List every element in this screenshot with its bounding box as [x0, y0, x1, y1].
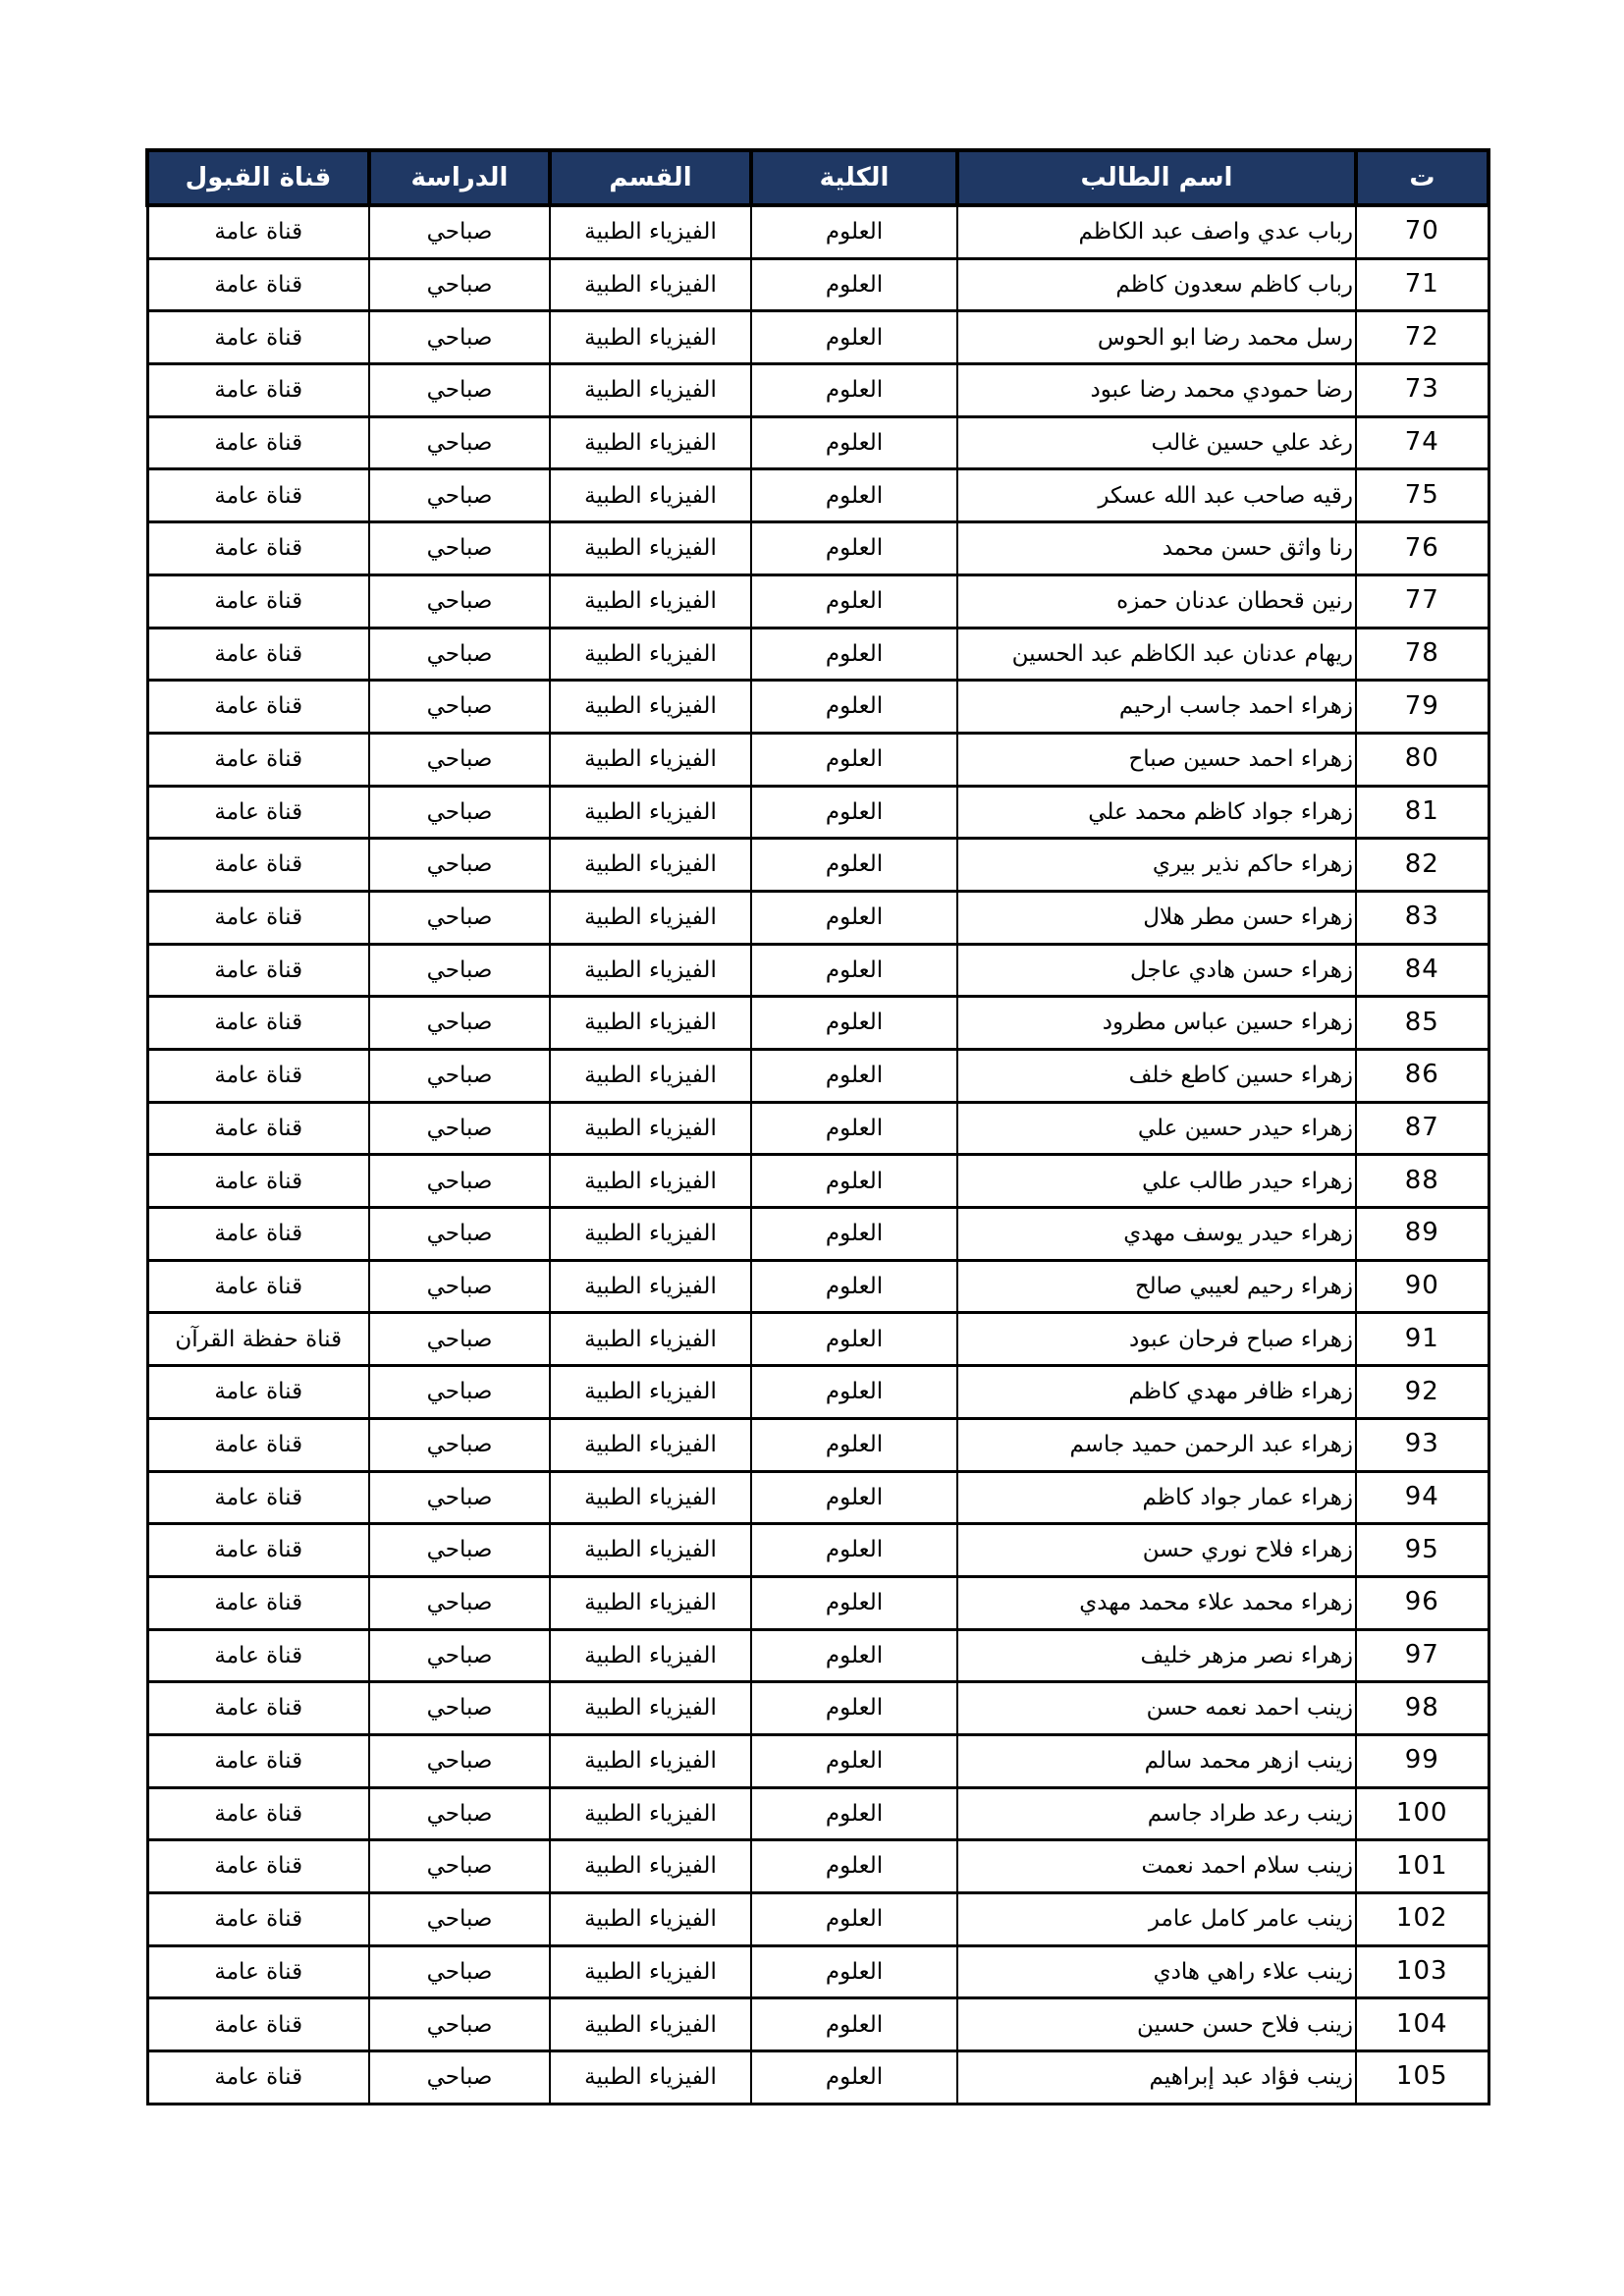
study-cell: صباحي — [369, 1893, 550, 1946]
table-row — [147, 733, 1489, 786]
table-row — [147, 258, 1489, 311]
college-cell: العلوم — [751, 1840, 957, 1893]
student-table-body — [147, 205, 1489, 2104]
department-cell: الفيزياء الطبية — [550, 205, 751, 258]
study-cell: صباحي — [369, 522, 550, 575]
study-cell: صباحي — [369, 1471, 550, 1524]
table-row — [147, 1260, 1489, 1313]
table-row — [147, 1366, 1489, 1419]
department-cell: الفيزياء الطبية — [550, 839, 751, 892]
serial-cell: 102 — [1356, 1893, 1489, 1946]
serial-cell: 80 — [1356, 733, 1489, 786]
serial-cell: 89 — [1356, 1208, 1489, 1261]
header-serial: ت — [1356, 150, 1489, 205]
serial-cell: 79 — [1356, 681, 1489, 734]
serial-cell: 70 — [1356, 205, 1489, 258]
study-cell: صباحي — [369, 681, 550, 734]
admission-channel-cell: قناة عامة — [147, 1102, 369, 1155]
department-cell: الفيزياء الطبية — [550, 2051, 751, 2105]
table-row — [147, 205, 1489, 258]
serial-cell: 76 — [1356, 522, 1489, 575]
student-name-cell: زينب علاء راهي هادي — [957, 1945, 1356, 1998]
department-cell: الفيزياء الطبية — [550, 1050, 751, 1103]
student-name-cell: رسل محمد رضا ابو الحوس — [957, 311, 1356, 364]
table-row — [147, 839, 1489, 892]
admission-channel-cell: قناة حفظة القرآن — [147, 1313, 369, 1366]
department-cell: الفيزياء الطبية — [550, 258, 751, 311]
student-name-cell: زينب فؤاد عبد إبراهيم — [957, 2051, 1356, 2105]
serial-cell: 82 — [1356, 839, 1489, 892]
admission-channel-cell: قناة عامة — [147, 2051, 369, 2105]
admission-channel-cell: قناة عامة — [147, 1840, 369, 1893]
student-name-cell: رباب كاظم سعدون كاظم — [957, 258, 1356, 311]
student-name-cell: رغد علي حسين غالب — [957, 416, 1356, 469]
admission-channel-cell: قناة عامة — [147, 1682, 369, 1735]
admission-channel-cell: قناة عامة — [147, 1998, 369, 2051]
admission-channel-cell: قناة عامة — [147, 1734, 369, 1787]
college-cell: العلوم — [751, 1524, 957, 1577]
admission-channel-cell: قناة عامة — [147, 1629, 369, 1682]
college-cell: العلوم — [751, 574, 957, 628]
student-name-cell: زهراء نصر مزهر خليف — [957, 1629, 1356, 1682]
department-cell: الفيزياء الطبية — [550, 1893, 751, 1946]
student-name-cell: زهراء حسن هادي عاجل — [957, 944, 1356, 997]
study-cell: صباحي — [369, 1313, 550, 1366]
student-name-cell: زهراء عبد الرحمن حميد جاسم — [957, 1418, 1356, 1471]
serial-cell: 104 — [1356, 1998, 1489, 2051]
admission-channel-cell: قناة عامة — [147, 1260, 369, 1313]
department-cell: الفيزياء الطبية — [550, 786, 751, 839]
students-table — [145, 148, 1490, 2105]
college-cell: العلوم — [751, 1682, 957, 1735]
study-cell: صباحي — [369, 1576, 550, 1629]
study-cell: صباحي — [369, 574, 550, 628]
serial-cell: 83 — [1356, 891, 1489, 944]
student-name-cell: زهراء حيدر حسين علي — [957, 1102, 1356, 1155]
table-row — [147, 1840, 1489, 1893]
study-cell: صباحي — [369, 469, 550, 522]
table-row — [147, 416, 1489, 469]
department-cell: الفيزياء الطبية — [550, 944, 751, 997]
student-name-cell: زهراء ظافر مهدي كاظم — [957, 1366, 1356, 1419]
admission-channel-cell: قناة عامة — [147, 416, 369, 469]
table-row — [147, 997, 1489, 1050]
study-cell: صباحي — [369, 839, 550, 892]
table-row — [147, 574, 1489, 628]
college-cell: العلوم — [751, 205, 957, 258]
study-cell: صباحي — [369, 416, 550, 469]
serial-cell: 96 — [1356, 1576, 1489, 1629]
department-cell: الفيزياء الطبية — [550, 1787, 751, 1840]
student-name-cell: زينب فلاح حسن حسين — [957, 1998, 1356, 2051]
college-cell: العلوم — [751, 1313, 957, 1366]
serial-cell: 103 — [1356, 1945, 1489, 1998]
admission-channel-cell: قناة عامة — [147, 1576, 369, 1629]
table-row — [147, 1734, 1489, 1787]
department-cell: الفيزياء الطبية — [550, 1366, 751, 1419]
admission-channel-cell: قناة عامة — [147, 258, 369, 311]
table-row — [147, 522, 1489, 575]
study-cell: صباحي — [369, 1787, 550, 1840]
college-cell: العلوم — [751, 681, 957, 734]
college-cell: العلوم — [751, 1893, 957, 1946]
department-cell: الفيزياء الطبية — [550, 681, 751, 734]
student-name-cell: زهراء احمد حسين صباح — [957, 733, 1356, 786]
student-name-cell: زهراء حسن مطر هلال — [957, 891, 1356, 944]
table-row — [147, 364, 1489, 417]
admission-channel-cell: قناة عامة — [147, 786, 369, 839]
serial-cell: 105 — [1356, 2051, 1489, 2105]
college-cell: العلوم — [751, 1998, 957, 2051]
student-name-cell: زهراء عمار جواد كاظم — [957, 1471, 1356, 1524]
college-cell: العلوم — [751, 364, 957, 417]
student-name-cell: زهراء حيدر طالب علي — [957, 1155, 1356, 1208]
serial-cell: 81 — [1356, 786, 1489, 839]
study-cell: صباحي — [369, 786, 550, 839]
department-cell: الفيزياء الطبية — [550, 1260, 751, 1313]
table-row — [147, 786, 1489, 839]
admission-channel-cell: قناة عامة — [147, 1787, 369, 1840]
student-name-cell: رقيه صاحب عبد الله عسكر — [957, 469, 1356, 522]
study-cell: صباحي — [369, 1418, 550, 1471]
serial-cell: 72 — [1356, 311, 1489, 364]
serial-cell: 101 — [1356, 1840, 1489, 1893]
study-cell: صباحي — [369, 1682, 550, 1735]
study-cell: صباحي — [369, 733, 550, 786]
college-cell: العلوم — [751, 1155, 957, 1208]
admission-channel-cell: قناة عامة — [147, 1524, 369, 1577]
table-row — [147, 1418, 1489, 1471]
student-name-cell: زهراء محمد علاء محمد مهدي — [957, 1576, 1356, 1629]
student-name-cell: رضا حمودي محمد رضا عبود — [957, 364, 1356, 417]
department-cell: الفيزياء الطبية — [550, 574, 751, 628]
college-cell: العلوم — [751, 839, 957, 892]
department-cell: الفيزياء الطبية — [550, 1840, 751, 1893]
student-name-cell: زهراء حيدر يوسف مهدي — [957, 1208, 1356, 1261]
college-cell: العلوم — [751, 258, 957, 311]
admission-channel-cell: قناة عامة — [147, 1366, 369, 1419]
study-cell: صباحي — [369, 1050, 550, 1103]
table-row — [147, 1102, 1489, 1155]
student-name-cell: رباب عدي واصف عبد الكاظم — [957, 205, 1356, 258]
college-cell: العلوم — [751, 416, 957, 469]
serial-cell: 95 — [1356, 1524, 1489, 1577]
admission-channel-cell: قناة عامة — [147, 574, 369, 628]
department-cell: الفيزياء الطبية — [550, 628, 751, 681]
serial-cell: 92 — [1356, 1366, 1489, 1419]
admission-channel-cell: قناة عامة — [147, 1945, 369, 1998]
table-row — [147, 1208, 1489, 1261]
header-admission-channel: قناة القبول — [147, 150, 369, 205]
study-cell: صباحي — [369, 891, 550, 944]
table-row — [147, 1576, 1489, 1629]
serial-cell: 84 — [1356, 944, 1489, 997]
study-cell: صباحي — [369, 997, 550, 1050]
table-row — [147, 1998, 1489, 2051]
study-cell: صباحي — [369, 1998, 550, 2051]
student-name-cell: زينب احمد نعمه حسن — [957, 1682, 1356, 1735]
admission-channel-cell: قناة عامة — [147, 1050, 369, 1103]
serial-cell: 85 — [1356, 997, 1489, 1050]
student-name-cell: زهراء جواد كاظم محمد علي — [957, 786, 1356, 839]
admission-channel-cell: قناة عامة — [147, 628, 369, 681]
serial-cell: 100 — [1356, 1787, 1489, 1840]
student-name-cell: زهراء رحيم لعيبي صالح — [957, 1260, 1356, 1313]
college-cell: العلوم — [751, 1787, 957, 1840]
college-cell: العلوم — [751, 1102, 957, 1155]
admission-channel-cell: قناة عامة — [147, 1155, 369, 1208]
department-cell: الفيزياء الطبية — [550, 1155, 751, 1208]
table-row — [147, 469, 1489, 522]
study-cell: صباحي — [369, 628, 550, 681]
college-cell: العلوم — [751, 1576, 957, 1629]
table-row — [147, 1155, 1489, 1208]
study-cell: صباحي — [369, 1840, 550, 1893]
study-cell: صباحي — [369, 1734, 550, 1787]
serial-cell: 97 — [1356, 1629, 1489, 1682]
admission-channel-cell: قناة عامة — [147, 522, 369, 575]
student-name-cell: زينب رعد طراد جاسم — [957, 1787, 1356, 1840]
college-cell: العلوم — [751, 1260, 957, 1313]
department-cell: الفيزياء الطبية — [550, 1945, 751, 1998]
admission-channel-cell: قناة عامة — [147, 1208, 369, 1261]
table-row — [147, 1050, 1489, 1103]
study-cell: صباحي — [369, 1366, 550, 1419]
department-cell: الفيزياء الطبية — [550, 997, 751, 1050]
student-name-cell: ريهام عدنان عبد الكاظم عبد الحسين — [957, 628, 1356, 681]
serial-cell: 74 — [1356, 416, 1489, 469]
college-cell: العلوم — [751, 1050, 957, 1103]
department-cell: الفيزياء الطبية — [550, 1418, 751, 1471]
admission-channel-cell: قناة عامة — [147, 205, 369, 258]
department-cell: الفيزياء الطبية — [550, 1524, 751, 1577]
serial-cell: 73 — [1356, 364, 1489, 417]
college-cell: العلوم — [751, 522, 957, 575]
department-cell: الفيزياء الطبية — [550, 1629, 751, 1682]
college-cell: العلوم — [751, 997, 957, 1050]
department-cell: الفيزياء الطبية — [550, 1208, 751, 1261]
serial-cell: 91 — [1356, 1313, 1489, 1366]
department-cell: الفيزياء الطبية — [550, 416, 751, 469]
admission-channel-cell: قناة عامة — [147, 681, 369, 734]
admission-channel-cell: قناة عامة — [147, 311, 369, 364]
student-name-cell: زهراء فلاح نوري حسن — [957, 1524, 1356, 1577]
admission-channel-cell: قناة عامة — [147, 364, 369, 417]
serial-cell: 98 — [1356, 1682, 1489, 1735]
serial-cell: 71 — [1356, 258, 1489, 311]
department-cell: الفيزياء الطبية — [550, 522, 751, 575]
college-cell: العلوم — [751, 1208, 957, 1261]
student-name-cell: زهراء صباح فرحان عبود — [957, 1313, 1356, 1366]
department-cell: الفيزياء الطبية — [550, 733, 751, 786]
study-cell: صباحي — [369, 944, 550, 997]
admission-channel-cell: قناة عامة — [147, 733, 369, 786]
department-cell: الفيزياء الطبية — [550, 1313, 751, 1366]
table-row — [147, 1893, 1489, 1946]
table-row — [147, 2051, 1489, 2105]
department-cell: الفيزياء الطبية — [550, 311, 751, 364]
college-cell: العلوم — [751, 311, 957, 364]
serial-cell: 86 — [1356, 1050, 1489, 1103]
department-cell: الفيزياء الطبية — [550, 469, 751, 522]
study-cell: صباحي — [369, 364, 550, 417]
college-cell: العلوم — [751, 1366, 957, 1419]
student-name-cell: زهراء احمد جاسب ارحيم — [957, 681, 1356, 734]
admission-channel-cell: قناة عامة — [147, 839, 369, 892]
student-name-cell: زينب سلام احمد نعمت — [957, 1840, 1356, 1893]
header-study: الدراسة — [369, 150, 550, 205]
serial-cell: 90 — [1356, 1260, 1489, 1313]
college-cell: العلوم — [751, 469, 957, 522]
serial-cell: 94 — [1356, 1471, 1489, 1524]
department-cell: الفيزياء الطبية — [550, 1998, 751, 2051]
student-name-cell: زينب عامر كامل عامر — [957, 1893, 1356, 1946]
department-cell: الفيزياء الطبية — [550, 1734, 751, 1787]
table-row — [147, 1471, 1489, 1524]
student-name-cell: زهراء حسين عباس مطرود — [957, 997, 1356, 1050]
student-name-cell: زهراء حاكم نذير بيري — [957, 839, 1356, 892]
table-row — [147, 891, 1489, 944]
department-cell: الفيزياء الطبية — [550, 364, 751, 417]
admission-channel-cell: قناة عامة — [147, 891, 369, 944]
table-row — [147, 311, 1489, 364]
college-cell: العلوم — [751, 733, 957, 786]
header-college: الكلية — [751, 150, 957, 205]
admission-channel-cell: قناة عامة — [147, 469, 369, 522]
study-cell: صباحي — [369, 1260, 550, 1313]
study-cell: صباحي — [369, 2051, 550, 2105]
study-cell: صباحي — [369, 205, 550, 258]
college-cell: العلوم — [751, 1734, 957, 1787]
table-row — [147, 1629, 1489, 1682]
student-name-cell: زينب ازهر محمد سالم — [957, 1734, 1356, 1787]
department-cell: الفيزياء الطبية — [550, 1471, 751, 1524]
serial-cell: 88 — [1356, 1155, 1489, 1208]
study-cell: صباحي — [369, 1629, 550, 1682]
admission-channel-cell: قناة عامة — [147, 1893, 369, 1946]
student-name-cell: رنا واثق حسن محمد — [957, 522, 1356, 575]
college-cell: العلوم — [751, 1629, 957, 1682]
department-cell: الفيزياء الطبية — [550, 1102, 751, 1155]
table-row — [147, 1682, 1489, 1735]
study-cell: صباحي — [369, 1102, 550, 1155]
department-cell: الفيزياء الطبية — [550, 1682, 751, 1735]
study-cell: صباحي — [369, 1524, 550, 1577]
study-cell: صباحي — [369, 258, 550, 311]
college-cell: العلوم — [751, 1945, 957, 1998]
study-cell: صباحي — [369, 1208, 550, 1261]
college-cell: العلوم — [751, 1418, 957, 1471]
table-row — [147, 628, 1489, 681]
serial-cell: 93 — [1356, 1418, 1489, 1471]
serial-cell: 99 — [1356, 1734, 1489, 1787]
college-cell: العلوم — [751, 891, 957, 944]
header-department: القسم — [550, 150, 751, 205]
study-cell: صباحي — [369, 1945, 550, 1998]
student-name-cell: زهراء حسين كاطع خلف — [957, 1050, 1356, 1103]
header-student-name: اسم الطالب — [957, 150, 1356, 205]
serial-cell: 87 — [1356, 1102, 1489, 1155]
college-cell: العلوم — [751, 628, 957, 681]
serial-cell: 78 — [1356, 628, 1489, 681]
college-cell: العلوم — [751, 1471, 957, 1524]
table-header-row — [147, 150, 1489, 205]
college-cell: العلوم — [751, 944, 957, 997]
study-cell: صباحي — [369, 1155, 550, 1208]
table-row — [147, 1787, 1489, 1840]
serial-cell: 77 — [1356, 574, 1489, 628]
admission-channel-cell: قناة عامة — [147, 1418, 369, 1471]
department-cell: الفيزياء الطبية — [550, 891, 751, 944]
admission-channel-cell: قناة عامة — [147, 944, 369, 997]
college-cell: العلوم — [751, 786, 957, 839]
student-name-cell: رنين قحطان عدنان حمزه — [957, 574, 1356, 628]
table-row — [147, 944, 1489, 997]
college-cell: العلوم — [751, 2051, 957, 2105]
admission-channel-cell: قناة عامة — [147, 1471, 369, 1524]
study-cell: صباحي — [369, 311, 550, 364]
serial-cell: 75 — [1356, 469, 1489, 522]
table-row — [147, 1313, 1489, 1366]
table-row — [147, 1945, 1489, 1998]
department-cell: الفيزياء الطبية — [550, 1576, 751, 1629]
table-row — [147, 681, 1489, 734]
table-row — [147, 1524, 1489, 1577]
admission-channel-cell: قناة عامة — [147, 997, 369, 1050]
